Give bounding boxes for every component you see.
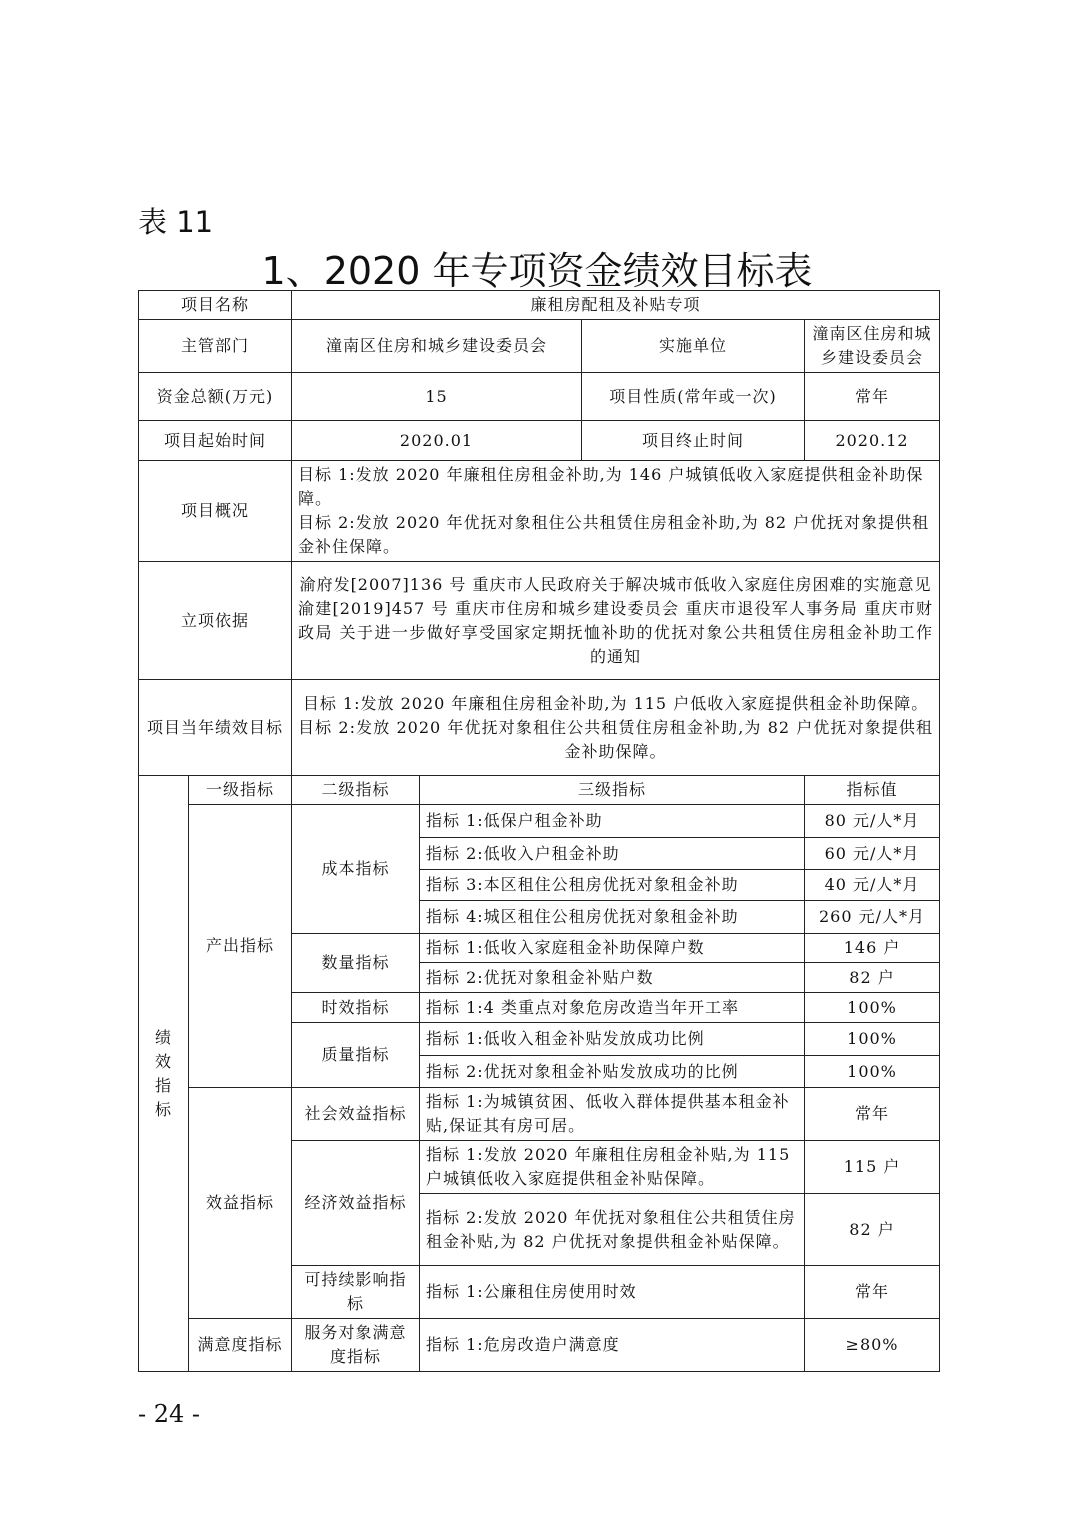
quantity-indicator-1-value: 146 户 <box>805 934 940 963</box>
annual-goal-2: 目标 2:发放 2020 年优抚对象租住公共租赁住房租金补助,为 82 户优抚对象提供租金补助保障。 <box>298 717 934 761</box>
cost-indicator-2: 指标 2:低收入户租金补助 <box>420 838 805 870</box>
cost-indicator-3-value: 40 元/人*月 <box>805 870 940 901</box>
table-label: 表 11 <box>138 205 214 239</box>
overview-goal-2: 目标 2:发放 2020 年优抚对象租住公共租赁住房租金补助,为 82 户优抚对象提供租金补住保障。 <box>298 513 930 556</box>
overview-goal-1: 目标 1:发放 2020 年廉租住房租金补助,为 146 户城镇低收入家庭提供租金补助保障。 <box>298 465 924 508</box>
service-satisfaction-label: 服务对象满意度指标 <box>292 1319 420 1372</box>
quality-indicator-1: 指标 1:低收入租金补贴发放成功比例 <box>420 1023 805 1056</box>
project-name-value: 廉租房配租及补贴专项 <box>292 291 940 320</box>
funds-value: 15 <box>292 373 582 421</box>
header-level-1: 一级指标 <box>189 776 292 805</box>
dept-label: 主管部门 <box>139 320 292 373</box>
cost-indicator-1-value: 80 元/人*月 <box>805 805 940 838</box>
header-level-3: 三级指标 <box>420 776 805 805</box>
output-indicator-label: 产出指标 <box>189 805 292 1088</box>
quantity-indicator-2: 指标 2:优抚对象租金补贴户数 <box>420 963 805 993</box>
cost-indicator-label: 成本指标 <box>292 805 420 934</box>
row-project-name <box>139 291 940 320</box>
quality-indicator-2: 指标 2:优抚对象租金补贴发放成功的比例 <box>420 1056 805 1088</box>
start-label: 项目起始时间 <box>139 421 292 461</box>
funds-label: 资金总额(万元) <box>139 373 292 421</box>
basis-doc-1: 渝府发[2007]136 号 重庆市人民政府关于解决城市低收入家庭住房困难的实施意见 <box>299 574 932 594</box>
cost-indicator-1: 指标 1:低保户租金补助 <box>420 805 805 838</box>
service-satisfaction-1: 指标 1:危房改造户满意度 <box>420 1319 805 1372</box>
quality-indicator-2-value: 100% <box>805 1056 940 1088</box>
economic-indicator-2-value: 82 户 <box>805 1194 940 1266</box>
timeliness-indicator-label: 时效指标 <box>292 993 420 1023</box>
unit-label: 实施单位 <box>582 320 805 373</box>
cost-indicator-4: 指标 4:城区租住公租房优抚对象租金补助 <box>420 901 805 934</box>
quality-indicator-1-value: 100% <box>805 1023 940 1056</box>
start-value: 2020.01 <box>292 421 582 461</box>
timeliness-indicator-1: 指标 1:4 类重点对象危房改造当年开工率 <box>420 993 805 1023</box>
row-overview <box>139 461 940 562</box>
basis-label: 立项依据 <box>139 562 292 680</box>
nature-value: 常年 <box>805 373 940 421</box>
end-label: 项目终止时间 <box>582 421 805 461</box>
sustainability-indicator-label: 可持续影响指标 <box>292 1266 420 1319</box>
quantity-indicator-2-value: 82 户 <box>805 963 940 993</box>
quantity-indicator-label: 数量指标 <box>292 934 420 993</box>
project-name-label: 项目名称 <box>139 291 292 320</box>
end-value: 2020.12 <box>805 421 940 461</box>
page-number: - 24 - <box>138 1400 201 1428</box>
indicators-side-label: 绩效指标 <box>139 776 189 1372</box>
social-indicator-1-value: 常年 <box>805 1088 940 1141</box>
sustainability-indicator-1-value: 常年 <box>805 1266 940 1319</box>
row-dates <box>139 421 940 461</box>
overview-value <box>292 461 940 562</box>
quantity-indicator-1: 指标 1:低收入家庭租金补助保障户数 <box>420 934 805 963</box>
cost-indicator-2-value: 60 元/人*月 <box>805 838 940 870</box>
header-value: 指标值 <box>805 776 940 805</box>
cost-indicator-4-value: 260 元/人*月 <box>805 901 940 934</box>
annual-goal-1: 目标 1:发放 2020 年廉租住房租金补助,为 115 户低收入家庭提供租金补助保障。 <box>302 693 929 713</box>
economic-indicator-label: 经济效益指标 <box>292 1141 420 1266</box>
basis-doc-2: 渝建[2019]457 号 重庆市住房和城乡建设委员会 重庆市退役军人事务局 重庆市财政局 关于进一步做好享受国家定期抚恤补助的优抚对象公共租赁住房租金补助工作的通知 <box>298 598 934 666</box>
cost-indicator-3: 指标 3:本区租住公租房优抚对象租金补助 <box>420 870 805 901</box>
document-title: 1、2020 年专项资金绩效目标表 <box>261 249 813 293</box>
performance-target-table <box>138 290 940 1372</box>
social-indicator-1: 指标 1:为城镇贫困、低收入群体提供基本租金补贴,保证其有房可居。 <box>420 1088 805 1141</box>
table-row <box>139 805 940 838</box>
table-row <box>139 1319 940 1372</box>
timeliness-indicator-1-value: 100% <box>805 993 940 1023</box>
overview-label: 项目概况 <box>139 461 292 562</box>
service-satisfaction-1-value: ≥80% <box>805 1319 940 1372</box>
economic-indicator-1: 指标 1:发放 2020 年廉租住房租金补贴,为 115 户城镇低收入家庭提供租金补贴保障。 <box>420 1141 805 1194</box>
row-department <box>139 320 940 373</box>
row-annual-goal <box>139 680 940 776</box>
economic-indicator-2: 指标 2:发放 2020 年优抚对象租住公共租赁住房租金补贴,为 82 户优抚对象提供租金补贴保障。 <box>420 1194 805 1266</box>
nature-label: 项目性质(常年或一次) <box>582 373 805 421</box>
social-indicator-label: 社会效益指标 <box>292 1088 420 1141</box>
row-funds <box>139 373 940 421</box>
row-indicator-header <box>139 776 940 805</box>
unit-value: 潼南区住房和城乡建设委员会 <box>805 320 940 373</box>
goal-value <box>292 680 940 776</box>
dept-value: 潼南区住房和城乡建设委员会 <box>292 320 582 373</box>
table-row <box>139 1088 940 1141</box>
satisfaction-indicator-label: 满意度指标 <box>189 1319 292 1372</box>
benefit-indicator-label: 效益指标 <box>189 1088 292 1319</box>
economic-indicator-1-value: 115 户 <box>805 1141 940 1194</box>
basis-value <box>292 562 940 680</box>
quality-indicator-label: 质量指标 <box>292 1023 420 1088</box>
header-level-2: 二级指标 <box>292 776 420 805</box>
row-basis <box>139 562 940 680</box>
sustainability-indicator-1: 指标 1:公廉租住房使用时效 <box>420 1266 805 1319</box>
goal-label: 项目当年绩效目标 <box>139 680 292 776</box>
